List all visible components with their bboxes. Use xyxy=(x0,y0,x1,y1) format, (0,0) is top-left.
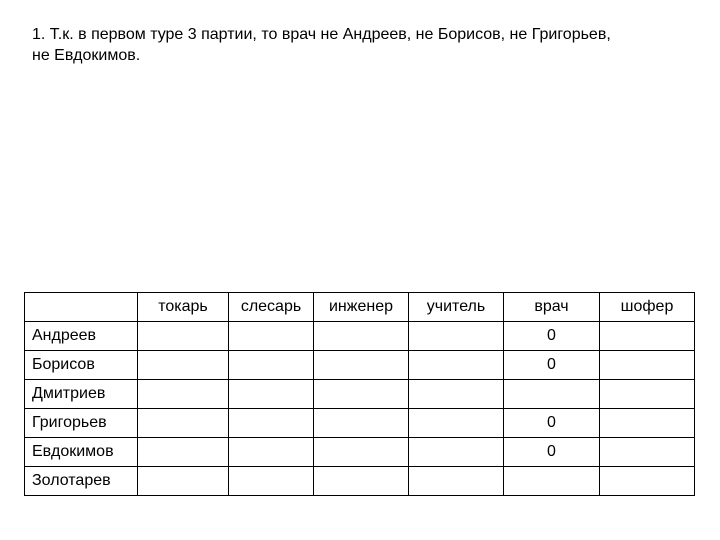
table-cell xyxy=(600,409,695,438)
table-cell xyxy=(229,322,314,351)
table-cell xyxy=(314,351,409,380)
table-cell xyxy=(229,380,314,409)
header-locksmith: слесарь xyxy=(229,293,314,322)
table-cell xyxy=(314,322,409,351)
table-cell xyxy=(229,351,314,380)
row-name: Евдокимов xyxy=(25,438,138,467)
table-row xyxy=(25,322,695,351)
header-doctor: врач xyxy=(504,293,600,322)
table-cell xyxy=(314,467,409,496)
table-cell xyxy=(409,467,504,496)
header-engineer: инженер xyxy=(314,293,409,322)
table-cell xyxy=(314,380,409,409)
row-name: Борисов xyxy=(25,351,138,380)
table-cell xyxy=(138,438,229,467)
row-name: Григорьев xyxy=(25,409,138,438)
table-cell xyxy=(409,351,504,380)
table-cell xyxy=(409,380,504,409)
table-row xyxy=(25,351,695,380)
table-cell: 0 xyxy=(504,409,600,438)
table-cell xyxy=(504,467,600,496)
table-cell xyxy=(504,380,600,409)
table-cell xyxy=(409,409,504,438)
step-text: Т.к. в первом туре 3 партии, то врач не Андреев, не Борисов, не Григорьев, не Евдокимов. xyxy=(32,26,611,64)
table-cell xyxy=(314,409,409,438)
row-name: Золотарев xyxy=(25,467,138,496)
table-cell xyxy=(138,380,229,409)
table-header-row xyxy=(25,293,695,322)
table-cell xyxy=(600,380,695,409)
table-row xyxy=(25,409,695,438)
table-row xyxy=(25,467,695,496)
table-cell xyxy=(138,409,229,438)
header-teacher: учитель xyxy=(409,293,504,322)
table-row xyxy=(25,438,695,467)
header-corner xyxy=(25,293,138,322)
row-name: Дмитриев xyxy=(25,380,138,409)
solution-step-note xyxy=(32,24,632,66)
table-cell xyxy=(600,467,695,496)
table-cell: 0 xyxy=(504,322,600,351)
profession-logic-table xyxy=(24,292,695,496)
table-cell xyxy=(314,438,409,467)
table-cell xyxy=(409,438,504,467)
table-row xyxy=(25,380,695,409)
table-cell xyxy=(229,438,314,467)
table-cell xyxy=(138,467,229,496)
table-cell: 0 xyxy=(504,351,600,380)
table-cell xyxy=(600,351,695,380)
table-cell xyxy=(229,409,314,438)
header-turner: токарь xyxy=(138,293,229,322)
table-cell xyxy=(409,322,504,351)
header-driver: шофер xyxy=(600,293,695,322)
row-name: Андреев xyxy=(25,322,138,351)
table-cell xyxy=(600,438,695,467)
table-cell xyxy=(600,322,695,351)
table-cell: 0 xyxy=(504,438,600,467)
table-cell xyxy=(229,467,314,496)
step-number: 1. xyxy=(32,26,46,43)
table-cell xyxy=(138,322,229,351)
table-cell xyxy=(138,351,229,380)
